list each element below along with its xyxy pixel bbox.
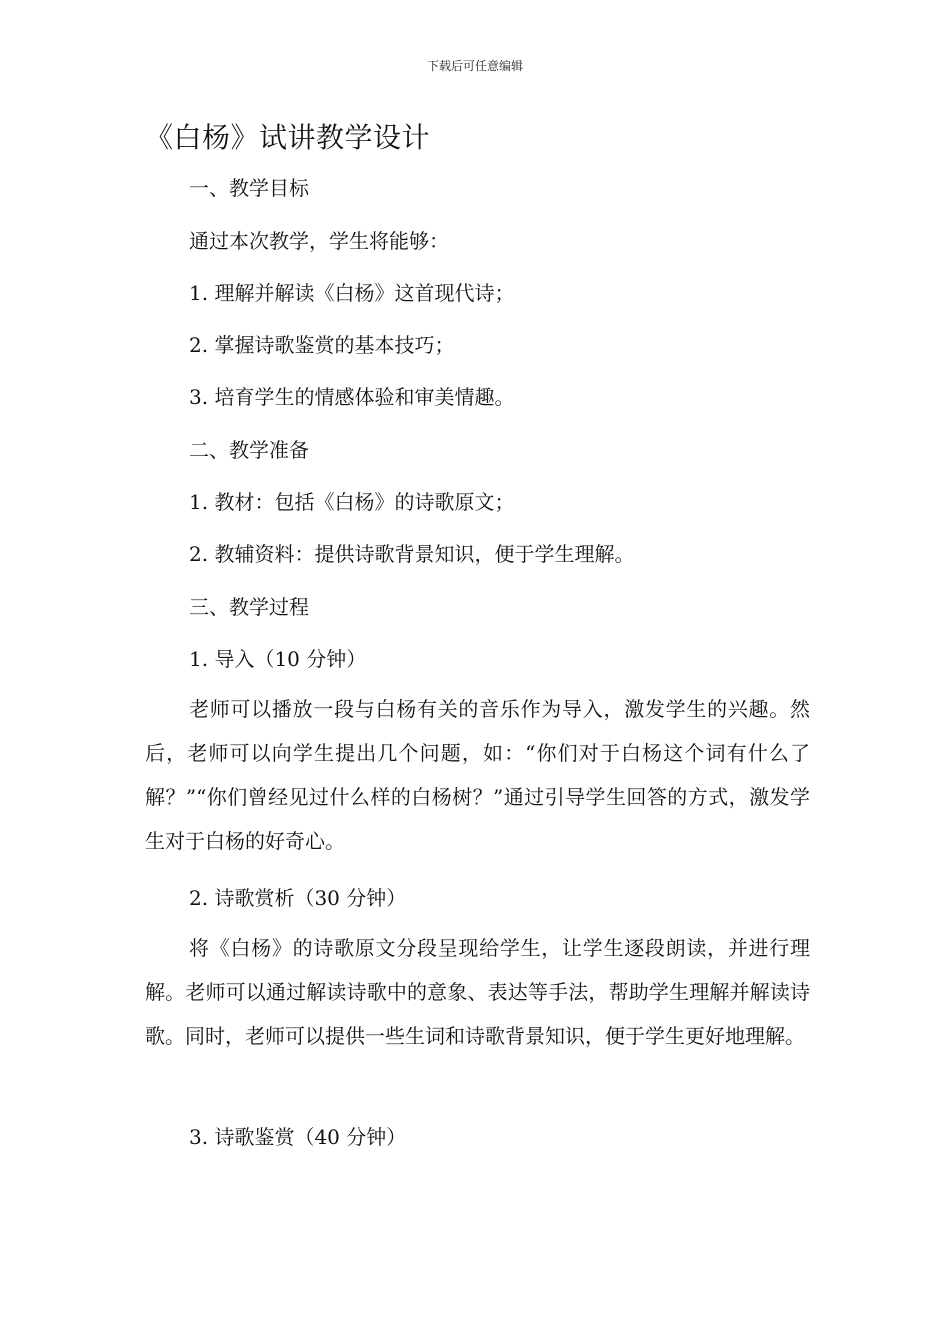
step-2-body: 将《白杨》的诗歌原文分段呈现给学生，让学生逐段朗读，并进行理解。老师可以通过解读诗歌中的意象、表达等手法，帮助学生理解并解读诗歌。同时，老师可以提供一些生词和诗歌背景知识，便于学生更好地理解。 [145,936,810,1048]
goal-item-2: 2. 掌握诗歌鉴赏的基本技巧； [189,333,455,357]
step-1-body: 老师可以播放一段与白杨有关的音乐作为导入，激发学生的兴趣。然后，老师可以向学生提出几个问题，如：“你们对于白杨这个词有什么了解？”“你们曾经见过什么样的白杨树？”通过引导学生回答的方式，激发学生对于白杨的好奇心。 [145,697,810,853]
step-3-heading: 3. 诗歌鉴赏（40 分钟） [189,1125,407,1149]
prep-item-1: 1. 教材：包括《白杨》的诗歌原文； [189,490,515,514]
step-2-heading: 2. 诗歌赏析（30 分钟） [189,886,407,910]
goal-item-1: 1. 理解并解读《白杨》这首现代诗； [189,281,515,305]
section-heading-prep: 二、教学准备 [189,438,309,462]
goals-intro: 通过本次教学，学生将能够： [189,229,449,253]
header-note: 下载后可任意编辑 [426,59,523,73]
section-heading-goals: 一、教学目标 [189,176,309,200]
step-1-heading: 1. 导入（10 分钟） [189,647,367,671]
goal-item-3: 3. 培育学生的情感体验和审美情趣。 [189,385,515,409]
page-title: 《白杨》试讲教学设计 [145,121,431,154]
section-heading-process: 三、教学过程 [189,595,309,619]
prep-item-2: 2. 教辅资料：提供诗歌背景知识，便于学生理解。 [189,542,635,566]
